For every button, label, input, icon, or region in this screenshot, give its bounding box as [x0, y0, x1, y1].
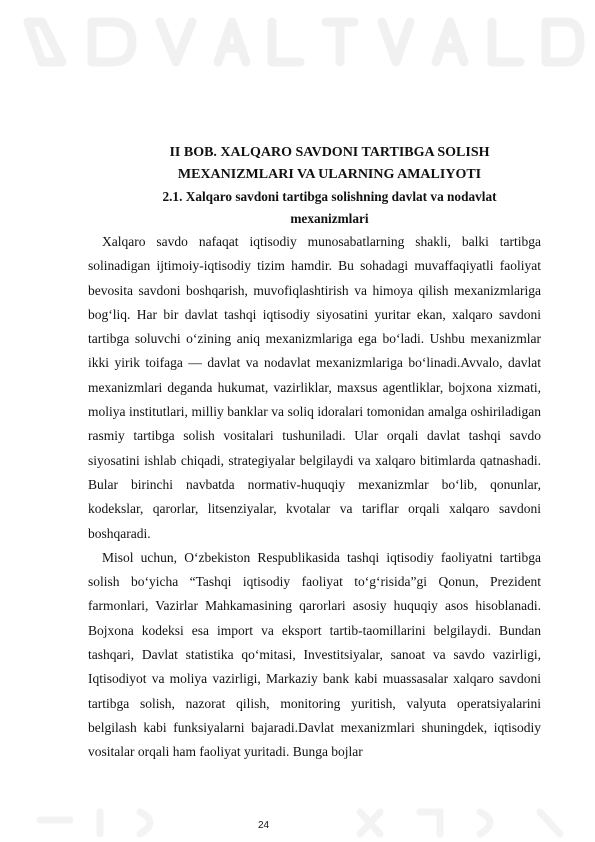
section-title	[88, 186, 541, 230]
body-paragraph: Xalqaro savdo nafaqat iqtisodiy munosabatlarning shakli, balki tartibga solinadigan ijtimoiy-iqtisodiy tizim hamdir. Bu sohadagi muvaffaqiyatli faoliyat bevosita savdoni boshqarish, muvofiqlashtirish va himoya qilish mexanizmlariga bog‘liq. Har bir davlat tashqi iqtisodiy siyosatini yuritar ekan, xalqaro savdoni tartibga soluvchi o‘zining aniq mexanizmlariga ega bo‘ladi. Ushbu mexanizmlar ikki yirik toifaga — davlat va nodavlat mexanizmlariga bo‘linadi.Avvalo, davlat mexanizmlari deganda hukumat, vazirliklar, maxsus agentliklar, bojxona xizmati, moliya institutlari, milliy banklar va soliq idoralari tomonidan amalga oshiriladigan rasmiy tartibga solish vositalari tushuniladi. Ular orqali davlat tashqi savdo siyosatini ishlab chiqadi, strategiyalar belgilaydi va xalqaro bitimlarda qatnashadi. Bular birinchi navbatda normativ-huquqiy mexanizmlar bo‘lib, qonunlar, kodekslar, qarorlar, litsenziyalar, kvotalar va tariflar orqali xalqaro savdoni boshqaradi.	[88, 234, 541, 541]
chapter-title-line-2: MEXANIZMLARI VA ULARNING AMALIYOTI	[177, 167, 482, 182]
document-page	[88, 142, 541, 765]
section-title-line-2: mexanizmlari	[290, 211, 369, 226]
chapter-title	[88, 142, 541, 186]
section-title-line-1: 2.1. Xalqaro savdoni tartibga solishning davlat va nodavlat	[162, 189, 497, 204]
body-paragraph: Misol uchun, O‘zbekiston Respublikasida tashqi iqtisodiy faoliyatni tartibga solish bo‘yicha “Tashqi iqtisodiy faoliyat to‘g‘risida”gi Qonun, Prezident farmonlari, Vazirlar Mahkamasining qarorlari asosiy huquqiy asos hisoblanadi. Bojxona kodeksi esa import va eksport tartib-taomillarini belgilaydi. Bundan tashqari, Davlat statistika qo‘mitasi, Investitsiyalar, sanoat va savdo vazirligi, Iqtisodiyot va moliya vazirligi, Markaziy bank kabi muassasalar xalqaro savdoni tartibga solish, nazorat qilish, monitoring yuritish, valyuta operatsiyalarini belgilash kabi funksiyalarni bajaradi.Davlat mexanizmlari shuningdek, iqtisodiy vositalar orqali ham faoliyat yuritadi. Bunga bojlar	[88, 549, 541, 760]
page-number: 24	[258, 820, 270, 831]
chapter-title-line-1: II BOB. XALQARO SAVDONI TARTIBGA SOLISH	[169, 145, 490, 160]
